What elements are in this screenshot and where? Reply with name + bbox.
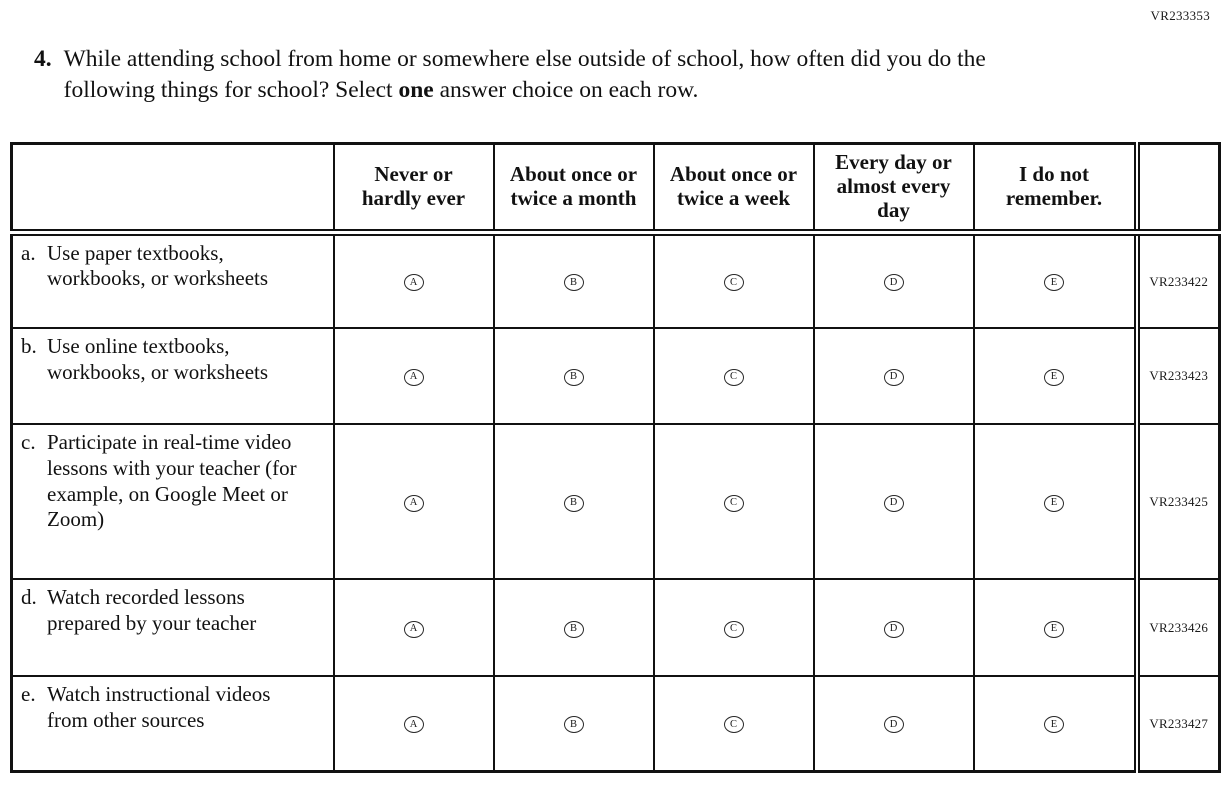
answer-bubble-e[interactable]: E [1044, 716, 1064, 733]
question-number: 4. [34, 46, 52, 72]
column-header-every-day: Every day or almost every day [814, 144, 974, 233]
page-form-code: VR233353 [1150, 8, 1210, 23]
answer-bubble-a[interactable]: A [404, 716, 424, 733]
row-label-cell [12, 579, 334, 676]
table-row-d [12, 579, 1220, 676]
answer-bubble-b[interactable]: B [564, 369, 584, 386]
answer-bubble-e[interactable]: E [1044, 495, 1064, 512]
answer-cell [494, 676, 654, 771]
answer-cell [494, 579, 654, 676]
row-label-cell [12, 232, 334, 328]
answer-bubble-c[interactable]: C [724, 274, 744, 291]
answer-bubble-b[interactable]: B [564, 716, 584, 733]
answer-cell [334, 328, 494, 424]
column-header-not-remember: I do not remember. [974, 144, 1137, 233]
answer-bubble-e[interactable]: E [1044, 621, 1064, 638]
row-label: Watch instructional videos from other sources [47, 682, 271, 732]
question-text-part2: answer choice on each row. [433, 77, 699, 104]
answer-cell [334, 676, 494, 771]
answer-cell [974, 676, 1137, 771]
row-code: VR233425 [1137, 424, 1220, 579]
answer-cell [494, 424, 654, 579]
header-row [12, 144, 1220, 233]
answer-cell [814, 676, 974, 771]
answer-cell [654, 676, 814, 771]
answer-cell [974, 424, 1137, 579]
table-row-a [12, 232, 1220, 328]
answer-cell [334, 424, 494, 579]
column-header-once-twice-week: About once or twice a week [654, 144, 814, 233]
answer-cell [654, 232, 814, 328]
answer-bubble-c[interactable]: C [724, 369, 744, 386]
answer-cell [974, 232, 1137, 328]
row-label: Use paper textbooks, workbooks, or worksheets [47, 240, 269, 291]
row-letter: e. [21, 682, 36, 707]
answer-cell [654, 328, 814, 424]
answer-bubble-a[interactable]: A [404, 621, 424, 638]
column-header-never: Never or hardly ever [334, 144, 494, 233]
table-row-b [12, 328, 1220, 424]
answer-bubble-d[interactable]: D [884, 716, 904, 733]
table-row-e [12, 676, 1220, 771]
table-row-c [12, 424, 1220, 579]
answer-bubble-d[interactable]: D [884, 495, 904, 512]
question-block [34, 44, 1196, 106]
answer-bubble-d[interactable]: D [884, 369, 904, 386]
answer-bubble-c[interactable]: C [724, 716, 744, 733]
row-label-cell [12, 328, 334, 424]
row-label: Participate in real-time video lessons with your teacher (for example, on Google Meet or Zoom) [47, 430, 297, 532]
answer-cell [814, 232, 974, 328]
row-code: VR233427 [1137, 676, 1220, 771]
empty-corner-cell [12, 144, 334, 233]
answer-cell [974, 579, 1137, 676]
answer-cell [334, 579, 494, 676]
answer-bubble-d[interactable]: D [884, 621, 904, 638]
question-text-part1: While attending school from home or somewhere else outside of school, how often did you do the following things for school? Select [63, 46, 986, 104]
row-label: Watch recorded lessons prepared by your teacher [47, 585, 257, 635]
row-label-cell [12, 676, 334, 771]
row-code: VR233423 [1137, 328, 1220, 424]
answer-bubble-d[interactable]: D [884, 274, 904, 291]
answer-cell [974, 328, 1137, 424]
question-text-bold: one [398, 77, 434, 104]
answer-cell [494, 232, 654, 328]
answer-cell [814, 328, 974, 424]
answer-bubble-e[interactable]: E [1044, 369, 1064, 386]
column-header-once-twice-month: About once or twice a month [494, 144, 654, 233]
answer-cell [654, 579, 814, 676]
row-code: VR233426 [1137, 579, 1220, 676]
answer-bubble-c[interactable]: C [724, 495, 744, 512]
answer-cell [814, 424, 974, 579]
row-letter: a. [21, 240, 36, 265]
answer-cell [334, 232, 494, 328]
answer-cell [494, 328, 654, 424]
answer-bubble-c[interactable]: C [724, 621, 744, 638]
row-letter: d. [21, 585, 37, 610]
answer-bubble-b[interactable]: B [564, 495, 584, 512]
answer-bubble-a[interactable]: A [404, 369, 424, 386]
answer-cell [814, 579, 974, 676]
row-label: Use online textbooks, workbooks, or worksheets [47, 334, 269, 384]
answer-bubble-a[interactable]: A [404, 274, 424, 291]
row-code: VR233422 [1137, 232, 1220, 328]
answer-grid-table [10, 142, 1221, 773]
answer-bubble-a[interactable]: A [404, 495, 424, 512]
code-column-header [1137, 144, 1220, 233]
question-text [64, 44, 1074, 106]
answer-cell [654, 424, 814, 579]
answer-bubble-b[interactable]: B [564, 274, 584, 291]
answer-bubble-b[interactable]: B [564, 621, 584, 638]
answer-bubble-e[interactable]: E [1044, 274, 1064, 291]
row-letter: c. [21, 430, 36, 455]
row-label-cell [12, 424, 334, 579]
row-letter: b. [21, 334, 37, 359]
